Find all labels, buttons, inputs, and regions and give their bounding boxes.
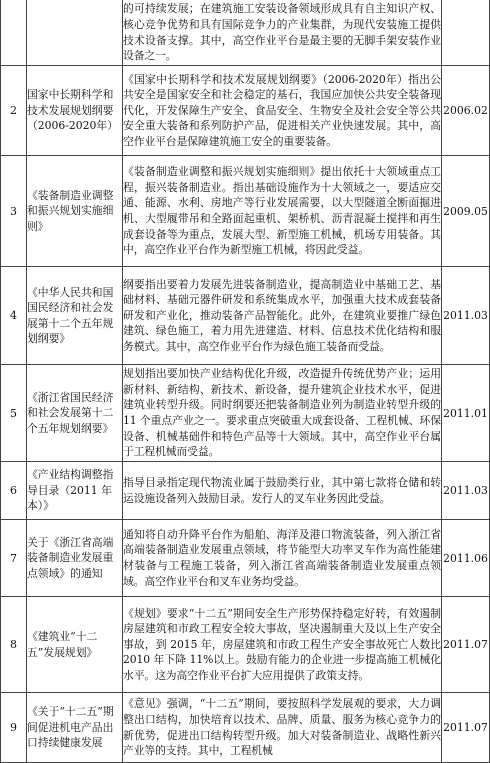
issue-date-cell: 2011.07 bbox=[442, 597, 490, 693]
table-row bbox=[1, 66, 490, 156]
policy-name-cell: 《浙江省国民经济和社会发展第十二个五年规划纲要》 bbox=[27, 365, 123, 462]
table-row bbox=[1, 156, 490, 267]
issue-date-cell: 2011.06 bbox=[442, 520, 490, 597]
table-row bbox=[1, 520, 490, 597]
table-row bbox=[1, 0, 490, 66]
policy-description-cell: 的可持续发展；在建筑施工安装设备领域形成具有自主知识产权、核心竞争优势和具有国际竞争力的产业集群，为现代安装施工提供技术设备支撑。其中，高空作业平台是最主要的无脚手架安装作业设备之一。 bbox=[123, 0, 442, 66]
row-index-cell: 3 bbox=[1, 156, 27, 267]
policy-name-cell bbox=[27, 0, 123, 66]
row-index-cell: 9 bbox=[1, 693, 27, 763]
policy-name-cell: 《中华人民共和国国民经济和社会发展第十二个五年规划纲要》 bbox=[27, 267, 123, 365]
table-row bbox=[1, 462, 490, 520]
issue-date-cell: 2011.01 bbox=[442, 365, 490, 462]
issue-date-cell: 2009.05 bbox=[442, 156, 490, 267]
policy-description-cell: 《国家中长期科学和技术发展规划纲要》（2006-2020年）指出公共安全是国家安全和社会稳定的基石，我国应加快公共安全装备现代化，开发保障生产安全、食品安全、生物安全及社会安全等公共安全重大装备和系列防护产品，促进相关产业快速发展。其中，高空作业平台是保障建筑施工安全的重要装备。 bbox=[123, 66, 442, 156]
row-index-cell bbox=[1, 0, 27, 66]
row-index-cell: 5 bbox=[1, 365, 27, 462]
table-row bbox=[1, 365, 490, 462]
issue-date-cell: 2011.03 bbox=[442, 267, 490, 365]
policy-description-cell: 通知将自动升降平台作为船舶、海洋及港口物流装备，列入浙江省高端装备制造业发展重点领域，将节能型大功率叉车作为高性能建材装备与工程施工装备，列入浙江省高端装备制造业发展重点领域。高空作业平台和叉车业务均受益。 bbox=[123, 520, 442, 597]
issue-date-cell: 2006.02 bbox=[442, 66, 490, 156]
row-index-cell: 2 bbox=[1, 66, 27, 156]
policy-name-cell: 关于《浙江省高端装备制造业发展重点领域》的通知 bbox=[27, 520, 123, 597]
issue-date-cell bbox=[442, 0, 490, 66]
table-row bbox=[1, 267, 490, 365]
row-index-cell: 8 bbox=[1, 597, 27, 693]
policy-description-cell: 纲要指出要着力发展先进装备制造业，提高制造业中基础工艺、基础材料、基础元器件研发和系统集成水平，加强重大技术成套装备研发和产业化，推动装备产品智能化。此外，在建筑业要推广绿色建筑、绿色施工，着力用先进建造、材料、信息技术优化结构和服务模式。其中，高空作业平台作为绿色施工装备而受益。 bbox=[123, 267, 442, 365]
policy-name-cell: 国家中长期科学和技术发展规划纲要（2006-2020年） bbox=[27, 66, 123, 156]
table-row bbox=[1, 597, 490, 693]
issue-date-cell: 2011.03 bbox=[442, 462, 490, 520]
policy-name-cell: 《建筑业“十二五”发展规划》 bbox=[27, 597, 123, 693]
policy-name-cell: 《产业结构调整指导目录（2011 年本）》 bbox=[27, 462, 123, 520]
policy-name-cell: 《装备制造业调整和振兴规划实施细则》 bbox=[27, 156, 123, 267]
table-row bbox=[1, 693, 490, 763]
row-index-cell: 6 bbox=[1, 462, 27, 520]
policy-description-cell: 《装备制造业调整和振兴规划实施细则》提出依托十大领域重点工程，振兴装备制造业。指出基础设施作为十大领域之一，要适应交通、能源、水利、房地产等行业发展需要，以大型隧道全断面掘进机、大型履带吊和全路面起重机、架桥机、沥青混凝土搅拌和再生成套设备等为重点，发展大型、新型施工机械，机场专用装备。其中，高空作业平台作为新型施工机械，将因此受益。 bbox=[123, 156, 442, 267]
policy-description-cell: 规划指出要加快产业结构优化升级，改造提升传统优势产业；运用新材料、新结构、新技术、新设备，提升建筑企业技术水平，促进建筑业转型升级。同时纲要还把装备制造业列为制造业转型升级的 11 个重点产业之一。要求重点突破重大成套设备、工程机械、环保设备、机械基础件和特色产品等十大领域。其中，高空作业平台属于工程机械而受益。 bbox=[123, 365, 442, 462]
policy-name-cell: 《关于“十二五”期间促进机电产品出口持续健康发展 bbox=[27, 693, 123, 763]
policy-description-cell: 《意见》强调，“十二五”期间，要按照科学发展观的要求，大力调整出口结构，加快培育以技术、品牌、质量、服务为核心竞争力的新优势，促进出口结构转型升级。加大对装备制造业、战略性新兴产业等的支持。其中，工程机械 bbox=[123, 693, 442, 763]
policy-description-cell: 《规划》要求“十二五”期间安全生产形势保持稳定好转，有效遏制房屋建筑和市政工程安全较大事故，坚决遏制重大及以上生产安全事故，到 2015 年，房屋建筑和市政工程生产安全事故死亡人数比 2010 年下降 11%以上。鼓励有能力的企业进一步提高施工机械化水平。这为高空作业平台扩大应用提供了政策支持。 bbox=[123, 597, 442, 693]
policy-description-cell: 指导目录指定现代物流业属于鼓励类行业，其中第七款将仓储和转运设施设备列入鼓励目录。发行人的叉车业务因此受益。 bbox=[123, 462, 442, 520]
row-index-cell: 4 bbox=[1, 267, 27, 365]
row-index-cell: 7 bbox=[1, 520, 27, 597]
issue-date-cell: 2011.07 bbox=[442, 693, 490, 763]
